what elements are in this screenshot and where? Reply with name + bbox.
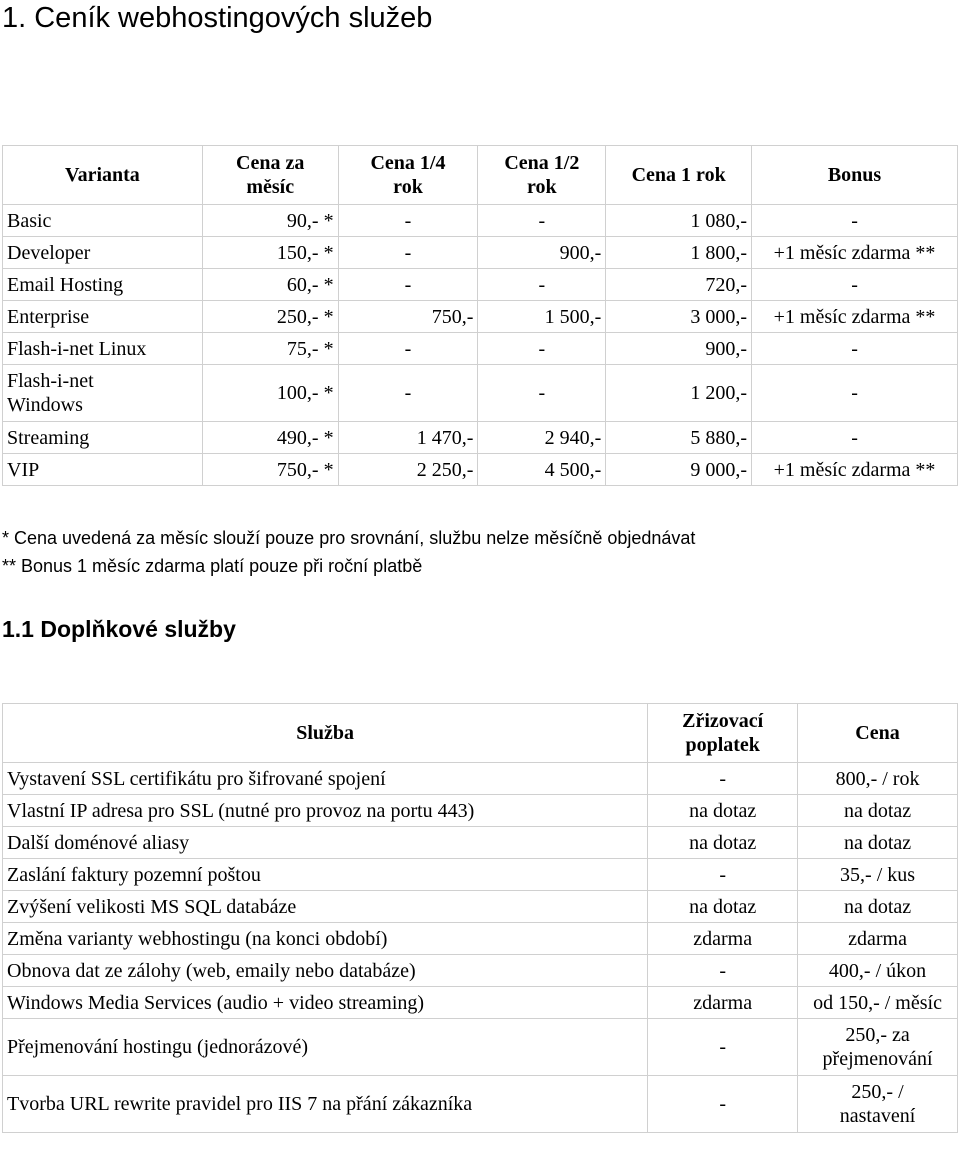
row-price bbox=[798, 1019, 958, 1076]
row-name: Streaming bbox=[3, 422, 203, 454]
row-service: Změna varianty webhostingu (na konci období) bbox=[3, 923, 648, 955]
row-month: 100,- * bbox=[202, 365, 338, 422]
row-service: Tvorba URL rewrite pravidel pro IIS 7 na přání zákazníka bbox=[3, 1076, 648, 1133]
row-bonus: - bbox=[752, 422, 958, 454]
row-name: Enterprise bbox=[3, 301, 203, 333]
price-table bbox=[2, 145, 958, 486]
table-row bbox=[3, 422, 958, 454]
header-service: Služba bbox=[3, 704, 648, 763]
row-year: 9 000,- bbox=[606, 454, 752, 486]
row-half: 1 500,- bbox=[478, 301, 606, 333]
header-setup bbox=[648, 704, 798, 763]
table-row bbox=[3, 205, 958, 237]
table-row bbox=[3, 891, 958, 923]
row-service: Vlastní IP adresa pro SSL (nutné pro provoz na portu 443) bbox=[3, 795, 648, 827]
row-quarter: - bbox=[338, 205, 478, 237]
row-setup: na dotaz bbox=[648, 891, 798, 923]
table-row bbox=[3, 301, 958, 333]
row-bonus: - bbox=[752, 205, 958, 237]
row-setup: zdarma bbox=[648, 923, 798, 955]
row-bonus: - bbox=[752, 269, 958, 301]
table-row bbox=[3, 955, 958, 987]
row-setup: - bbox=[648, 763, 798, 795]
header-monthly-line2: měsíc bbox=[246, 176, 295, 198]
row-half: - bbox=[478, 205, 606, 237]
footnote-price: * Cena uvedená za měsíc slouží pouze pro srovnání, službu nelze měsíčně objednávat bbox=[2, 528, 696, 548]
row-half: 900,- bbox=[478, 237, 606, 269]
row-price bbox=[798, 1076, 958, 1133]
row-name bbox=[3, 365, 203, 422]
row-price: 800,- / rok bbox=[798, 763, 958, 795]
row-price-line1: 250,- za bbox=[845, 1024, 910, 1046]
row-service: Obnova dat ze zálohy (web, emaily nebo databáze) bbox=[3, 955, 648, 987]
row-bonus: +1 měsíc zdarma ** bbox=[752, 301, 958, 333]
table-row bbox=[3, 827, 958, 859]
row-month: 150,- * bbox=[202, 237, 338, 269]
row-month: 90,- * bbox=[202, 205, 338, 237]
table-row bbox=[3, 923, 958, 955]
header-quarter bbox=[338, 146, 478, 205]
row-setup: - bbox=[648, 1019, 798, 1076]
row-quarter: - bbox=[338, 237, 478, 269]
row-quarter: 750,- bbox=[338, 301, 478, 333]
row-service: Windows Media Services (audio + video streaming) bbox=[3, 987, 648, 1019]
header-quarter-line1: Cena 1/4 bbox=[370, 152, 446, 174]
row-setup: - bbox=[648, 859, 798, 891]
table-row bbox=[3, 987, 958, 1019]
table-row bbox=[3, 795, 958, 827]
row-name-line1: Flash-i-net bbox=[7, 370, 94, 392]
section-title: 1.1 Doplňkové služby bbox=[2, 616, 236, 642]
row-year: 1 200,- bbox=[606, 365, 752, 422]
header-half-line2: rok bbox=[526, 176, 557, 198]
header-setup-line1: Zřizovací bbox=[682, 710, 764, 732]
header-monthly-line1: Cena za bbox=[236, 152, 305, 174]
row-half: - bbox=[478, 269, 606, 301]
row-quarter: - bbox=[338, 333, 478, 365]
row-bonus: - bbox=[752, 365, 958, 422]
footnotes bbox=[2, 524, 695, 580]
table-row bbox=[3, 333, 958, 365]
row-setup: na dotaz bbox=[648, 827, 798, 859]
table-row bbox=[3, 237, 958, 269]
table-row bbox=[3, 1076, 958, 1133]
table-row bbox=[3, 454, 958, 486]
row-service: Vystavení SSL certifikátu pro šifrované spojení bbox=[3, 763, 648, 795]
row-month: 75,- * bbox=[202, 333, 338, 365]
row-setup: zdarma bbox=[648, 987, 798, 1019]
row-name: Developer bbox=[3, 237, 203, 269]
row-half: - bbox=[478, 333, 606, 365]
table-row bbox=[3, 859, 958, 891]
price-table-header-row bbox=[3, 146, 958, 205]
row-year: 900,- bbox=[606, 333, 752, 365]
row-year: 1 080,- bbox=[606, 205, 752, 237]
row-name: Basic bbox=[3, 205, 203, 237]
header-half bbox=[478, 146, 606, 205]
header-monthly bbox=[202, 146, 338, 205]
addon-table-header-row bbox=[3, 704, 958, 763]
header-half-line1: Cena 1/2 bbox=[504, 152, 580, 174]
row-quarter: 2 250,- bbox=[338, 454, 478, 486]
row-month: 250,- * bbox=[202, 301, 338, 333]
row-name: Flash-i-net Linux bbox=[3, 333, 203, 365]
row-price: od 150,- / měsíc bbox=[798, 987, 958, 1019]
row-service: Přejmenování hostingu (jednorázové) bbox=[3, 1019, 648, 1076]
footnote-bonus: ** Bonus 1 měsíc zdarma platí pouze při roční platbě bbox=[2, 556, 423, 576]
row-month: 490,- * bbox=[202, 422, 338, 454]
row-half: - bbox=[478, 365, 606, 422]
header-price: Cena bbox=[798, 704, 958, 763]
row-price: 35,- / kus bbox=[798, 859, 958, 891]
row-price-line1: 250,- / bbox=[851, 1081, 904, 1103]
row-month: 750,- * bbox=[202, 454, 338, 486]
header-varianta: Varianta bbox=[3, 146, 203, 205]
table-row bbox=[3, 269, 958, 301]
row-name: VIP bbox=[3, 454, 203, 486]
row-quarter: 1 470,- bbox=[338, 422, 478, 454]
header-setup-line2: poplatek bbox=[685, 734, 760, 756]
table-row bbox=[3, 365, 958, 422]
header-quarter-line2: rok bbox=[393, 176, 423, 198]
row-quarter: - bbox=[338, 269, 478, 301]
row-quarter: - bbox=[338, 365, 478, 422]
row-service: Zvýšení velikosti MS SQL databáze bbox=[3, 891, 648, 923]
row-year: 1 800,- bbox=[606, 237, 752, 269]
header-bonus: Bonus bbox=[752, 146, 958, 205]
row-bonus: +1 měsíc zdarma ** bbox=[752, 454, 958, 486]
row-bonus: - bbox=[752, 333, 958, 365]
row-price: na dotaz bbox=[798, 795, 958, 827]
header-year: Cena 1 rok bbox=[606, 146, 752, 205]
addon-table bbox=[2, 703, 958, 1133]
row-bonus: +1 měsíc zdarma ** bbox=[752, 237, 958, 269]
row-price: 400,- / úkon bbox=[798, 955, 958, 987]
row-price-line2: přejmenování bbox=[822, 1048, 933, 1070]
row-year: 3 000,- bbox=[606, 301, 752, 333]
row-setup: - bbox=[648, 955, 798, 987]
row-name: Email Hosting bbox=[3, 269, 203, 301]
row-half: 4 500,- bbox=[478, 454, 606, 486]
row-year: 720,- bbox=[606, 269, 752, 301]
row-price: na dotaz bbox=[798, 891, 958, 923]
row-half: 2 940,- bbox=[478, 422, 606, 454]
row-service: Další doménové aliasy bbox=[3, 827, 648, 859]
row-price-line2: nastavení bbox=[839, 1105, 916, 1127]
page-title: 1. Ceník webhostingových služeb bbox=[2, 2, 433, 34]
row-setup: - bbox=[648, 1076, 798, 1133]
row-year: 5 880,- bbox=[606, 422, 752, 454]
row-price: na dotaz bbox=[798, 827, 958, 859]
row-service: Zaslání faktury pozemní poštou bbox=[3, 859, 648, 891]
row-setup: na dotaz bbox=[648, 795, 798, 827]
row-month: 60,- * bbox=[202, 269, 338, 301]
row-price: zdarma bbox=[798, 923, 958, 955]
row-name-line2: Windows bbox=[7, 394, 83, 416]
table-row bbox=[3, 763, 958, 795]
table-row bbox=[3, 1019, 958, 1076]
